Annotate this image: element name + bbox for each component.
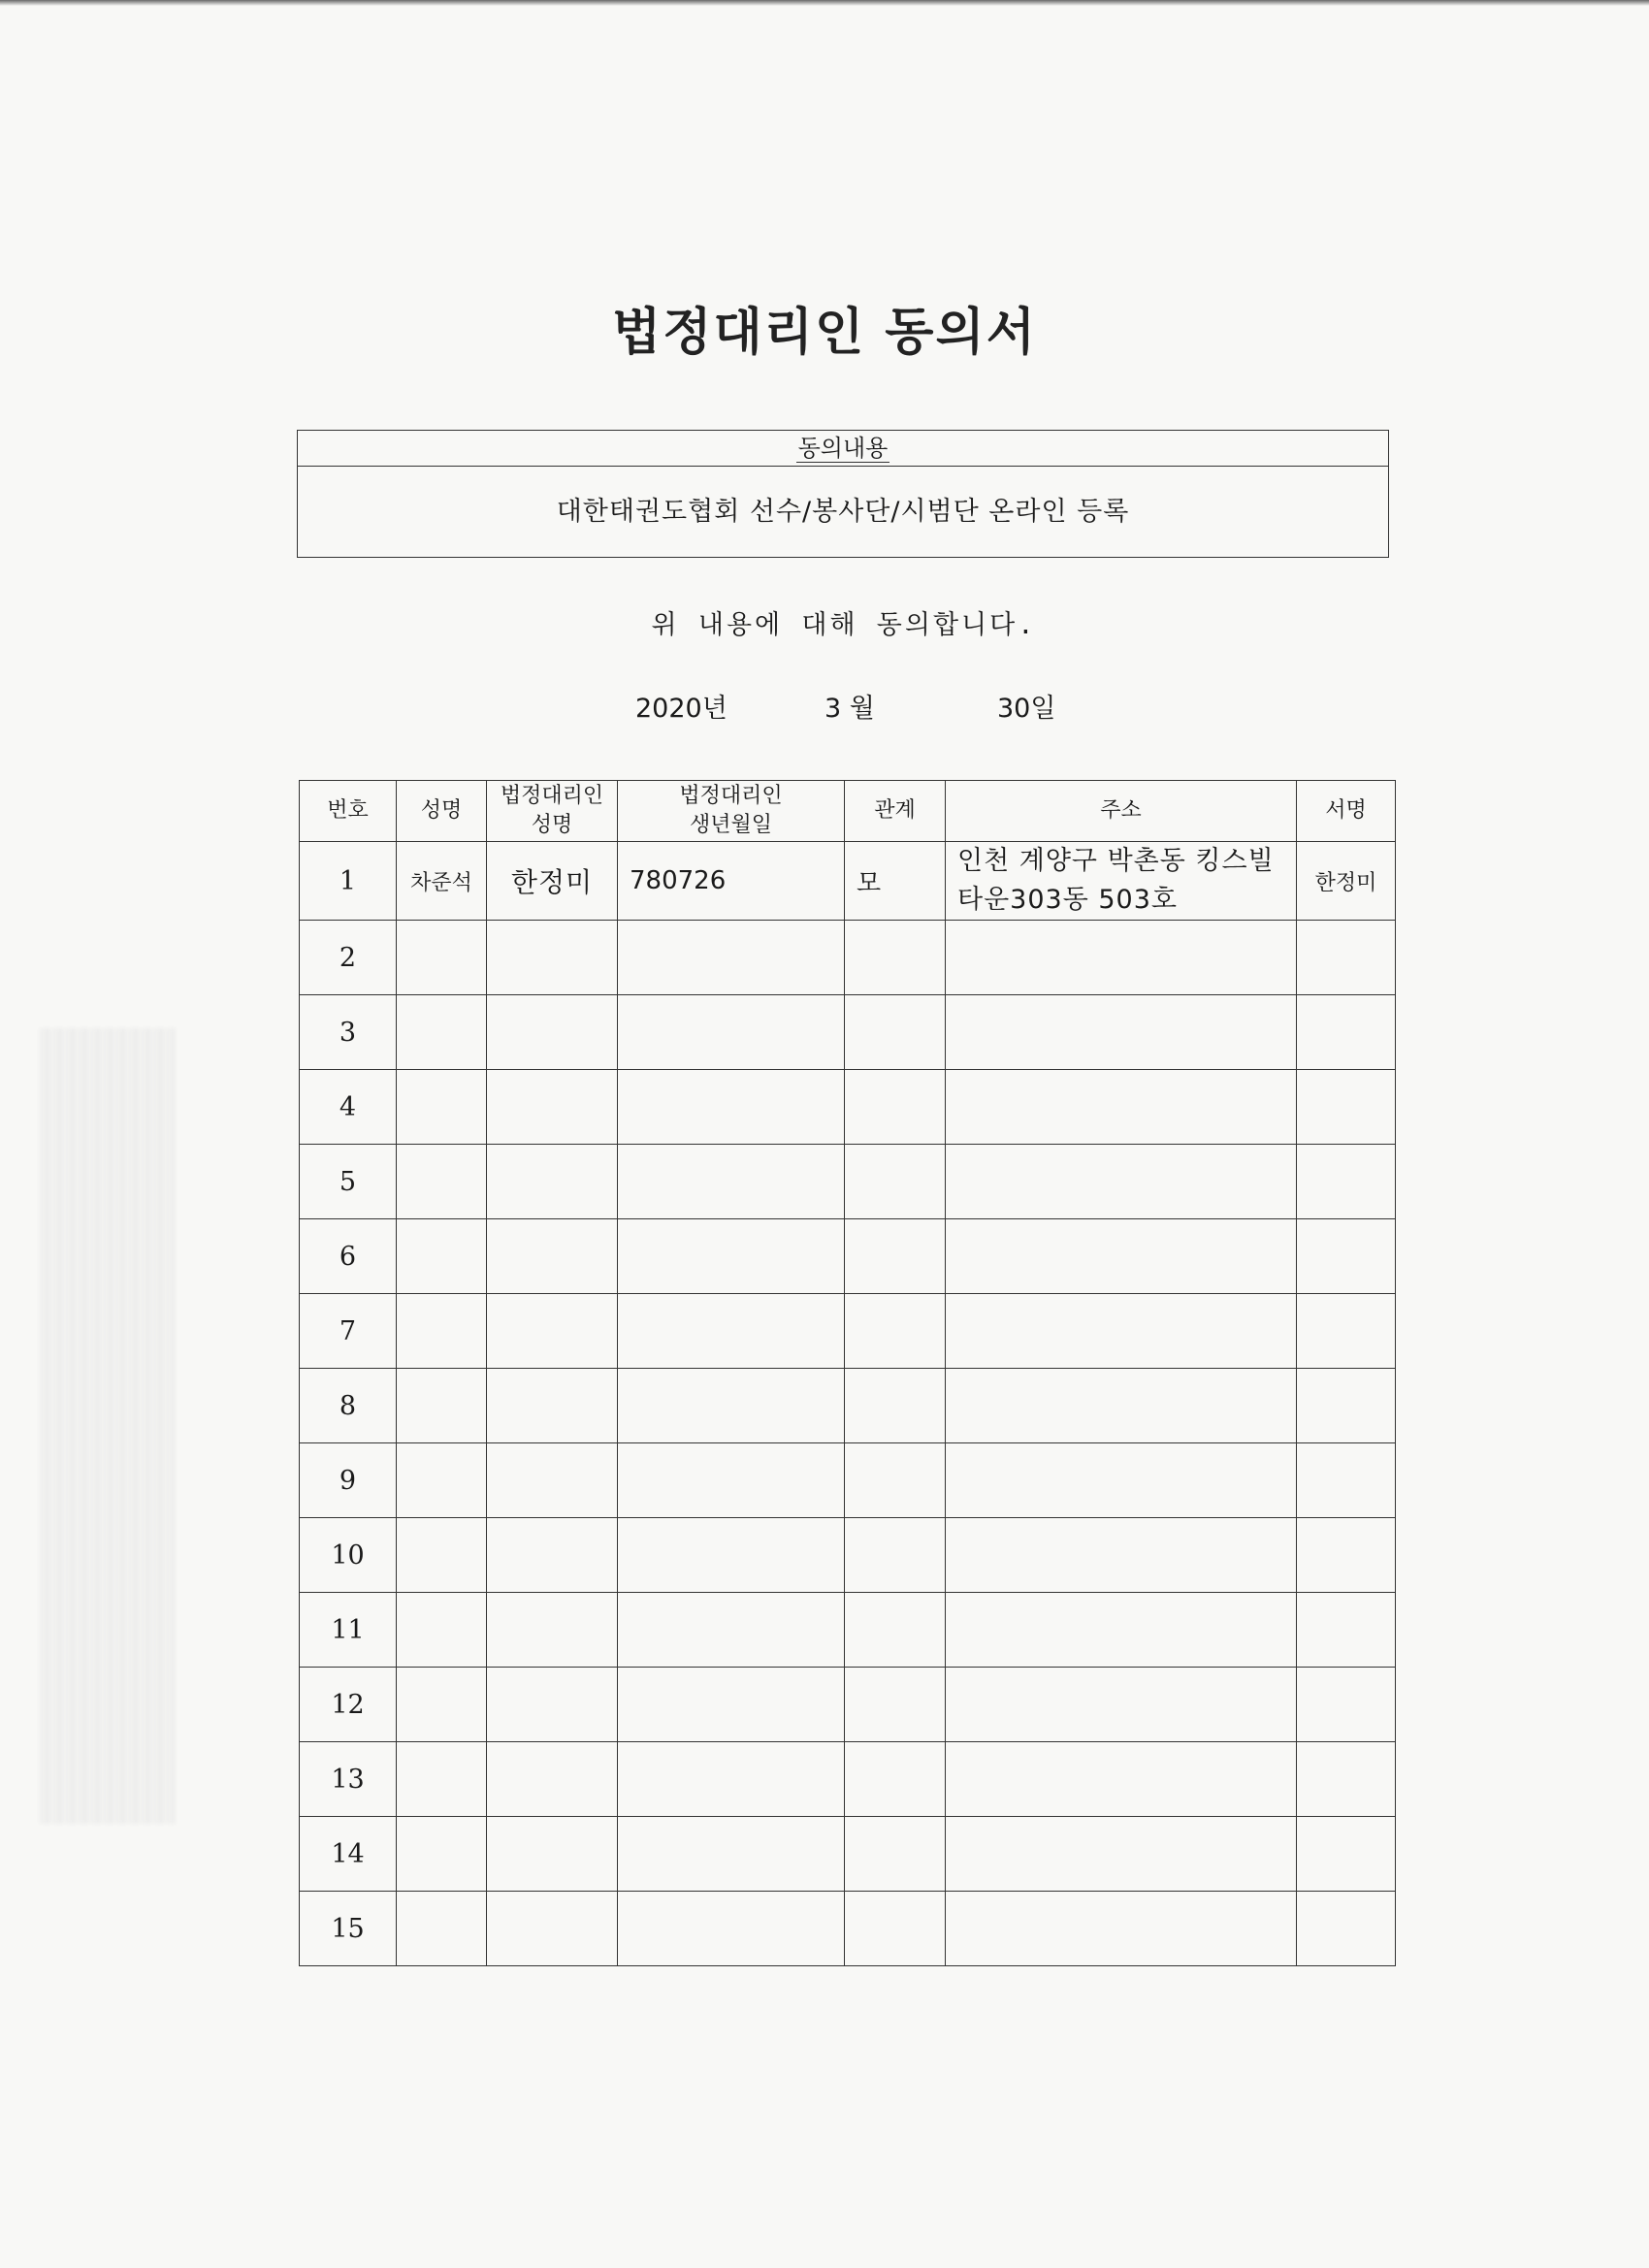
row-guardian-name — [487, 995, 618, 1070]
consent-roster-table — [299, 780, 1396, 1966]
row-address — [946, 1593, 1297, 1668]
row-guardian-name — [487, 921, 618, 995]
row-signature — [1297, 1219, 1396, 1294]
row-relation — [845, 1219, 946, 1294]
row-name — [397, 1668, 487, 1742]
table-row — [300, 1219, 1396, 1294]
row-signature — [1297, 1593, 1396, 1668]
table-row — [300, 995, 1396, 1070]
row-signature — [1297, 1294, 1396, 1369]
row-guardian-birth — [618, 1443, 845, 1518]
table-row — [300, 1369, 1396, 1443]
header-guardian-birth — [618, 781, 845, 842]
row-signature — [1297, 1443, 1396, 1518]
date-year: 2020년 — [635, 694, 728, 724]
row-address-line2: 타운303동 503호 — [957, 885, 1178, 915]
header-guardian-name-line2: 성명 — [531, 813, 573, 837]
date-month: 3 월 — [824, 694, 875, 724]
row-relation — [845, 921, 946, 995]
row-guardian-birth — [618, 1145, 845, 1219]
row-number: 4 — [300, 1070, 397, 1145]
row-number: 6 — [300, 1219, 397, 1294]
row-address — [946, 1294, 1297, 1369]
row-name — [397, 1219, 487, 1294]
row-name — [397, 1369, 487, 1443]
header-guardian-name-line1: 법정대리인 — [500, 784, 604, 808]
row-guardian-birth — [618, 1817, 845, 1892]
row-guardian-birth — [618, 995, 845, 1070]
row-guardian-name — [487, 1892, 618, 1966]
row-guardian-name — [487, 1593, 618, 1668]
row-name — [397, 1742, 487, 1817]
row-guardian-birth — [618, 1369, 845, 1443]
row-guardian-birth — [618, 1294, 845, 1369]
row-name — [397, 995, 487, 1070]
row-guardian-name — [487, 1518, 618, 1593]
row-name — [397, 1518, 487, 1593]
row-guardian-name — [487, 1369, 618, 1443]
row-guardian-name — [487, 1219, 618, 1294]
row-relation — [845, 1892, 946, 1966]
table-row — [300, 842, 1396, 921]
table-row — [300, 1892, 1396, 1966]
row-address — [946, 1668, 1297, 1742]
row-guardian-birth: 780726 — [618, 842, 845, 921]
row-relation — [845, 1294, 946, 1369]
row-guardian-name — [487, 1145, 618, 1219]
row-guardian-birth — [618, 1219, 845, 1294]
header-guardian-name — [487, 781, 618, 842]
table-header-row — [300, 781, 1396, 842]
row-relation: 모 — [845, 842, 946, 921]
row-number: 3 — [300, 995, 397, 1070]
row-number: 1 — [300, 842, 397, 921]
row-guardian-name — [487, 1817, 618, 1892]
date-day: 30일 — [997, 694, 1056, 724]
row-number: 14 — [300, 1817, 397, 1892]
table-row — [300, 1443, 1396, 1518]
row-address — [946, 1742, 1297, 1817]
row-address — [946, 1443, 1297, 1518]
row-address — [946, 1070, 1297, 1145]
row-number: 13 — [300, 1742, 397, 1817]
document-title: 법정대리인 동의서 — [612, 304, 1037, 362]
row-number: 7 — [300, 1294, 397, 1369]
row-address — [946, 1892, 1297, 1966]
row-guardian-birth — [618, 1593, 845, 1668]
row-relation — [845, 1742, 946, 1817]
row-guardian-birth — [618, 921, 845, 995]
row-number: 10 — [300, 1518, 397, 1593]
row-relation — [845, 1443, 946, 1518]
row-relation — [845, 1668, 946, 1742]
row-guardian-name: 한정미 — [487, 842, 618, 921]
row-signature — [1297, 1145, 1396, 1219]
row-number: 5 — [300, 1145, 397, 1219]
row-name — [397, 1817, 487, 1892]
row-name: 차준석 — [397, 842, 487, 921]
row-guardian-birth — [618, 1070, 845, 1145]
table-row — [300, 1593, 1396, 1668]
row-number: 9 — [300, 1443, 397, 1518]
row-address — [946, 921, 1297, 995]
row-guardian-birth — [618, 1518, 845, 1593]
row-signature — [1297, 1892, 1396, 1966]
row-address — [946, 1219, 1297, 1294]
scan-top-edge — [0, 0, 1649, 6]
row-guardian-name — [487, 1668, 618, 1742]
row-guardian-birth — [618, 1742, 845, 1817]
table-row — [300, 1742, 1396, 1817]
row-signature: 한정미 — [1297, 842, 1396, 921]
table-row — [300, 1668, 1396, 1742]
table-row — [300, 1070, 1396, 1145]
header-guardian-birth-line2: 생년월일 — [689, 813, 772, 837]
table-row — [300, 1817, 1396, 1892]
row-signature — [1297, 1817, 1396, 1892]
row-relation — [845, 995, 946, 1070]
row-signature — [1297, 995, 1396, 1070]
row-name — [397, 1443, 487, 1518]
row-guardian-name — [487, 1070, 618, 1145]
row-relation — [845, 1593, 946, 1668]
consent-content: 대한태권도협회 선수/봉사단/시범단 온라인 등록 — [556, 497, 1130, 527]
scan-artifact — [39, 1028, 175, 1824]
row-guardian-birth — [618, 1892, 845, 1966]
row-address-line1: 인천 계양구 박촌동 킹스빌 — [957, 846, 1275, 876]
header-number: 번호 — [300, 781, 397, 842]
row-number: 2 — [300, 921, 397, 995]
row-guardian-birth — [618, 1668, 845, 1742]
row-name — [397, 1070, 487, 1145]
row-guardian-name — [487, 1443, 618, 1518]
row-signature — [1297, 1742, 1396, 1817]
consent-box — [297, 430, 1389, 558]
row-name — [397, 1593, 487, 1668]
row-address — [946, 1817, 1297, 1892]
row-number: 12 — [300, 1668, 397, 1742]
header-signature: 서명 — [1297, 781, 1396, 842]
row-guardian-name — [487, 1294, 618, 1369]
row-relation — [845, 1518, 946, 1593]
agreement-sentence: 위 내용에 대해 동의합니다. — [651, 610, 1037, 640]
consent-header-label: 동의내용 — [797, 435, 889, 462]
row-signature — [1297, 1518, 1396, 1593]
row-signature — [1297, 1369, 1396, 1443]
row-guardian-name — [487, 1742, 618, 1817]
row-relation — [845, 1145, 946, 1219]
header-name: 성명 — [397, 781, 487, 842]
row-number: 15 — [300, 1892, 397, 1966]
row-relation — [845, 1817, 946, 1892]
table-row — [300, 1145, 1396, 1219]
row-name — [397, 1294, 487, 1369]
header-relation: 관계 — [845, 781, 946, 842]
header-guardian-birth-line1: 법정대리인 — [679, 784, 783, 808]
row-name — [397, 1892, 487, 1966]
row-address — [946, 1369, 1297, 1443]
row-name — [397, 1145, 487, 1219]
row-signature — [1297, 1668, 1396, 1742]
header-address: 주소 — [946, 781, 1297, 842]
row-address — [946, 842, 1297, 921]
table-row — [300, 1518, 1396, 1593]
table-row — [300, 1294, 1396, 1369]
table-row — [300, 921, 1396, 995]
row-relation — [845, 1369, 946, 1443]
row-address — [946, 995, 1297, 1070]
row-relation — [845, 1070, 946, 1145]
consent-header — [298, 431, 1388, 467]
row-signature — [1297, 1070, 1396, 1145]
row-address — [946, 1518, 1297, 1593]
row-number: 8 — [300, 1369, 397, 1443]
row-signature — [1297, 921, 1396, 995]
row-name — [397, 921, 487, 995]
row-address — [946, 1145, 1297, 1219]
row-number: 11 — [300, 1593, 397, 1668]
